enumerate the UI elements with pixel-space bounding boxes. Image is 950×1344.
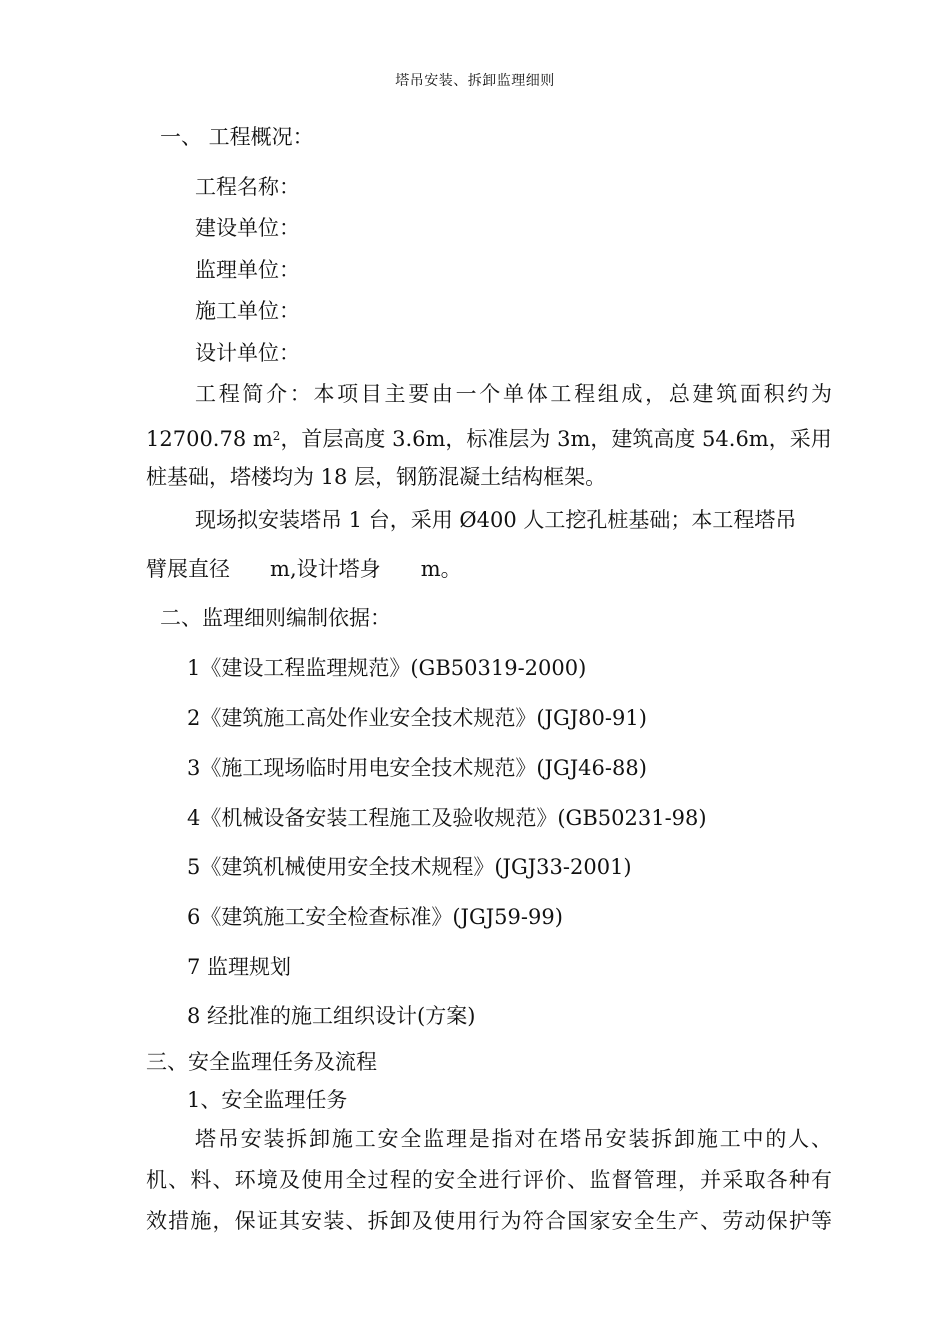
crane-info-line-2: 臂展直径 m,设计塔身 m。 xyxy=(146,557,462,581)
designer-field: 设计单位： xyxy=(195,341,300,365)
task-paragraph-line-2: 机、料、环境及使用全过程的安全进行评价、监督管理，并采取各种有 xyxy=(146,1168,832,1192)
basis-item: 3《施工现场临时用电安全技术规范》(JGJ46-88) xyxy=(187,756,647,780)
section-2-heading: 二、监理细则编制依据： xyxy=(160,606,391,630)
project-intro-line-2 xyxy=(146,423,832,452)
intro-area-value: 12700.78 m xyxy=(146,427,273,451)
page-header-title: 塔吊安装、拆卸监理细则 xyxy=(395,73,555,89)
section-3-heading: 三、安全监理任务及流程 xyxy=(146,1050,377,1074)
area-unit-superscript: 2 xyxy=(272,429,281,443)
section-1-heading: 一、 工程概况： xyxy=(160,125,314,149)
basis-item: 6《建筑施工安全检查标准》(JGJ59-99) xyxy=(187,905,563,929)
builder-field: 建设单位： xyxy=(195,216,300,240)
constructor-field: 施工单位： xyxy=(195,299,300,323)
crane-info-line-1: 现场拟安装塔吊 1 台，采用 Ø400 人工挖孔桩基础；本工程塔吊 xyxy=(195,508,797,532)
basis-item: 1《建设工程监理规范》(GB50319-2000) xyxy=(187,656,587,680)
basis-item: 4《机械设备安装工程施工及验收规范》(GB50231-98) xyxy=(187,806,707,830)
basis-item: 7 监理规划 xyxy=(187,955,292,979)
basis-item: 2《建筑施工高处作业安全技术规范》(JGJ80-91) xyxy=(187,706,647,730)
task-paragraph-line-1: 塔吊安装拆卸施工安全监理是指对在塔吊安装拆卸施工中的人、 xyxy=(195,1127,832,1151)
project-intro-line-3: 桩基础，塔楼均为 18 层，钢筋混凝土结构框架。 xyxy=(146,465,607,489)
basis-item: 8 经批准的施工组织设计(方案) xyxy=(187,1004,476,1028)
project-name-field: 工程名称： xyxy=(195,175,300,199)
project-intro-line-1: 工程简介：本项目主要由一个单体工程组成，总建筑面积约为 xyxy=(195,382,832,406)
supervisor-field: 监理单位： xyxy=(195,258,300,282)
intro-height-text: ，首层高度 3.6m，标准层为 3m，建筑高度 54.6m，采用 xyxy=(280,427,832,451)
task-paragraph-line-3: 效措施，保证其安装、拆卸及使用行为符合国家安全生产、劳动保护等 xyxy=(146,1209,832,1233)
section-3-subheading: 1、安全监理任务 xyxy=(187,1088,348,1112)
basis-item: 5《建筑机械使用安全技术规程》(JGJ33-2001) xyxy=(187,855,632,879)
